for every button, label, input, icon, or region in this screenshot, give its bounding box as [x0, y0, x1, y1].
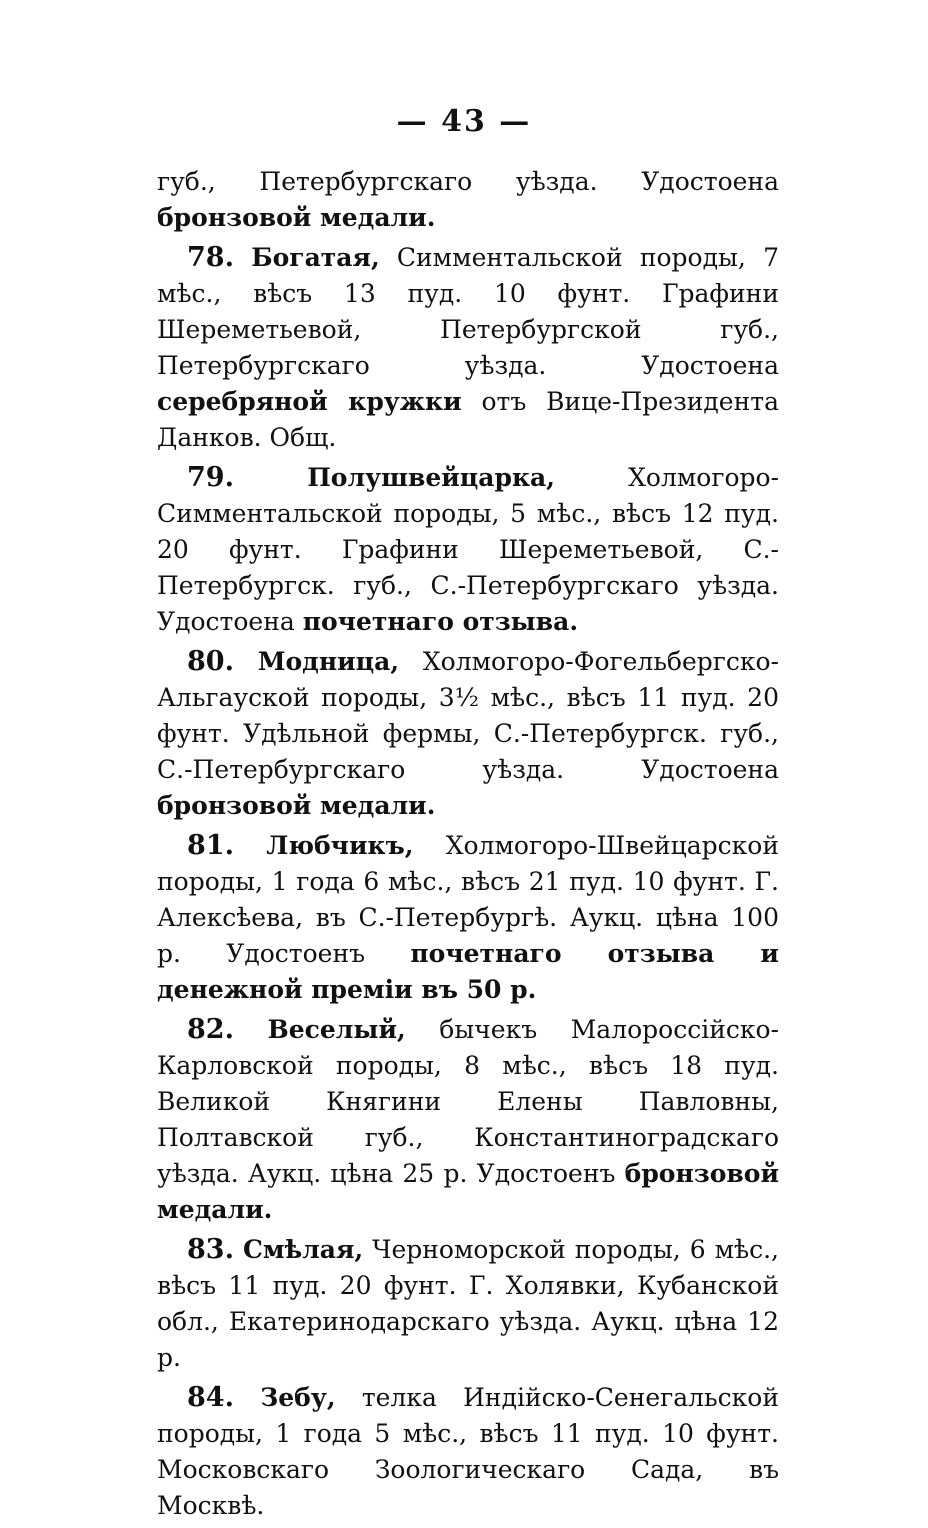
- entry-name: Зебу,: [260, 1383, 336, 1412]
- entry-name: Богатая,: [251, 243, 380, 272]
- entry-award: серебряной кружки: [157, 387, 462, 416]
- catalog-entry-83: [157, 1232, 779, 1376]
- entry-text: Холмогоро-Фогельбергско-Альгауской породы, 3½ мѣс., вѣсъ 11 пуд. 20 фунт. Удѣльной фермы, С.-Петербургск. губ., С.-Петербургскаго уѣзда. Удостоена: [157, 647, 780, 784]
- entry-name: Смѣлая,: [242, 1235, 364, 1264]
- entry-name: Веселый,: [267, 1015, 406, 1044]
- entry-award: почетнаго отзыва.: [302, 607, 579, 636]
- entry-number: 78.: [187, 242, 234, 273]
- catalog-entry-79: [157, 460, 779, 640]
- catalog-entry-82: [157, 1012, 779, 1228]
- catalog-entry-84: [157, 1380, 779, 1524]
- entry-after: отъ Вице-Президента Данков. Общ.: [157, 387, 779, 452]
- entry-number: 80.: [187, 646, 234, 677]
- entry-text: Холмогоро-Швейцарской породы, 1 года 6 мѣс., вѣсъ 21 пуд. 10 фунт. Г. Алексѣева, въ С.-Петербургѣ. Аукц. цѣна 100 р. Удостоенъ: [157, 831, 779, 968]
- continuation-text: губ., Петербургскаго уѣзда. Удостоена: [157, 167, 779, 196]
- entry-name: Полушвейцарка,: [307, 463, 555, 492]
- entry-text: бычекъ Малороссійско-Карловской породы, 8 мѣс., вѣсъ 18 пуд. Великой Княгини Елены Павловны, Полтавской губ., Константиноградскаго уѣзда. Аукц. цѣна 25 р. Удостоенъ: [157, 1015, 779, 1188]
- entry-number: 82.: [187, 1014, 234, 1045]
- entry-number: 79.: [187, 462, 234, 493]
- catalog-entry-80: [157, 644, 779, 824]
- page-number: — 43 —: [396, 104, 532, 139]
- entry-name: Любчикъ,: [266, 831, 414, 860]
- entry-text: телка Индійско-Сенегальской породы, 1 года 5 мѣс., вѣсъ 11 пуд. 10 фунт. Московскаго Зоологическаго Сада, въ Москвѣ.: [157, 1383, 779, 1520]
- entry-award: почетнаго отзыва и денежной преміи въ 50 р.: [157, 939, 779, 1004]
- catalog-entry-81: [157, 828, 779, 1008]
- entry-text: Симментальской породы, 7 мѣс., вѣсъ 13 пуд. 10 фунт. Графини Шереметьевой, Петербургской губ., Петербургскаго уѣзда. Удостоена: [157, 243, 779, 380]
- continuation-paragraph: [157, 164, 779, 236]
- entry-number: 84.: [187, 1382, 234, 1413]
- continuation-award: бронзовой медали.: [157, 203, 436, 232]
- entry-name: Модница,: [257, 647, 400, 676]
- entry-number: 83.: [187, 1234, 234, 1265]
- entry-number: 81.: [187, 830, 234, 861]
- entry-text: Черноморской породы, 6 мѣс., вѣсъ 11 пуд. 20 фунт. Г. Холявки, Кубанской обл., Екатеринодарскаго уѣзда. Аукц. цѣна 12 р.: [157, 1235, 779, 1372]
- catalog-text: [157, 164, 779, 1528]
- entry-text: Холмогоро-Симментальской породы, 5 мѣс., вѣсъ 12 пуд. 20 фунт. Графини Шереметьевой, С.-Петербургск. губ., С.-Петербургскаго уѣзда. Удостоена: [157, 463, 780, 636]
- entry-award: бронзовой медали.: [157, 791, 436, 820]
- entry-award: бронзовой медали.: [157, 1159, 779, 1224]
- catalog-entry-78: [157, 240, 779, 456]
